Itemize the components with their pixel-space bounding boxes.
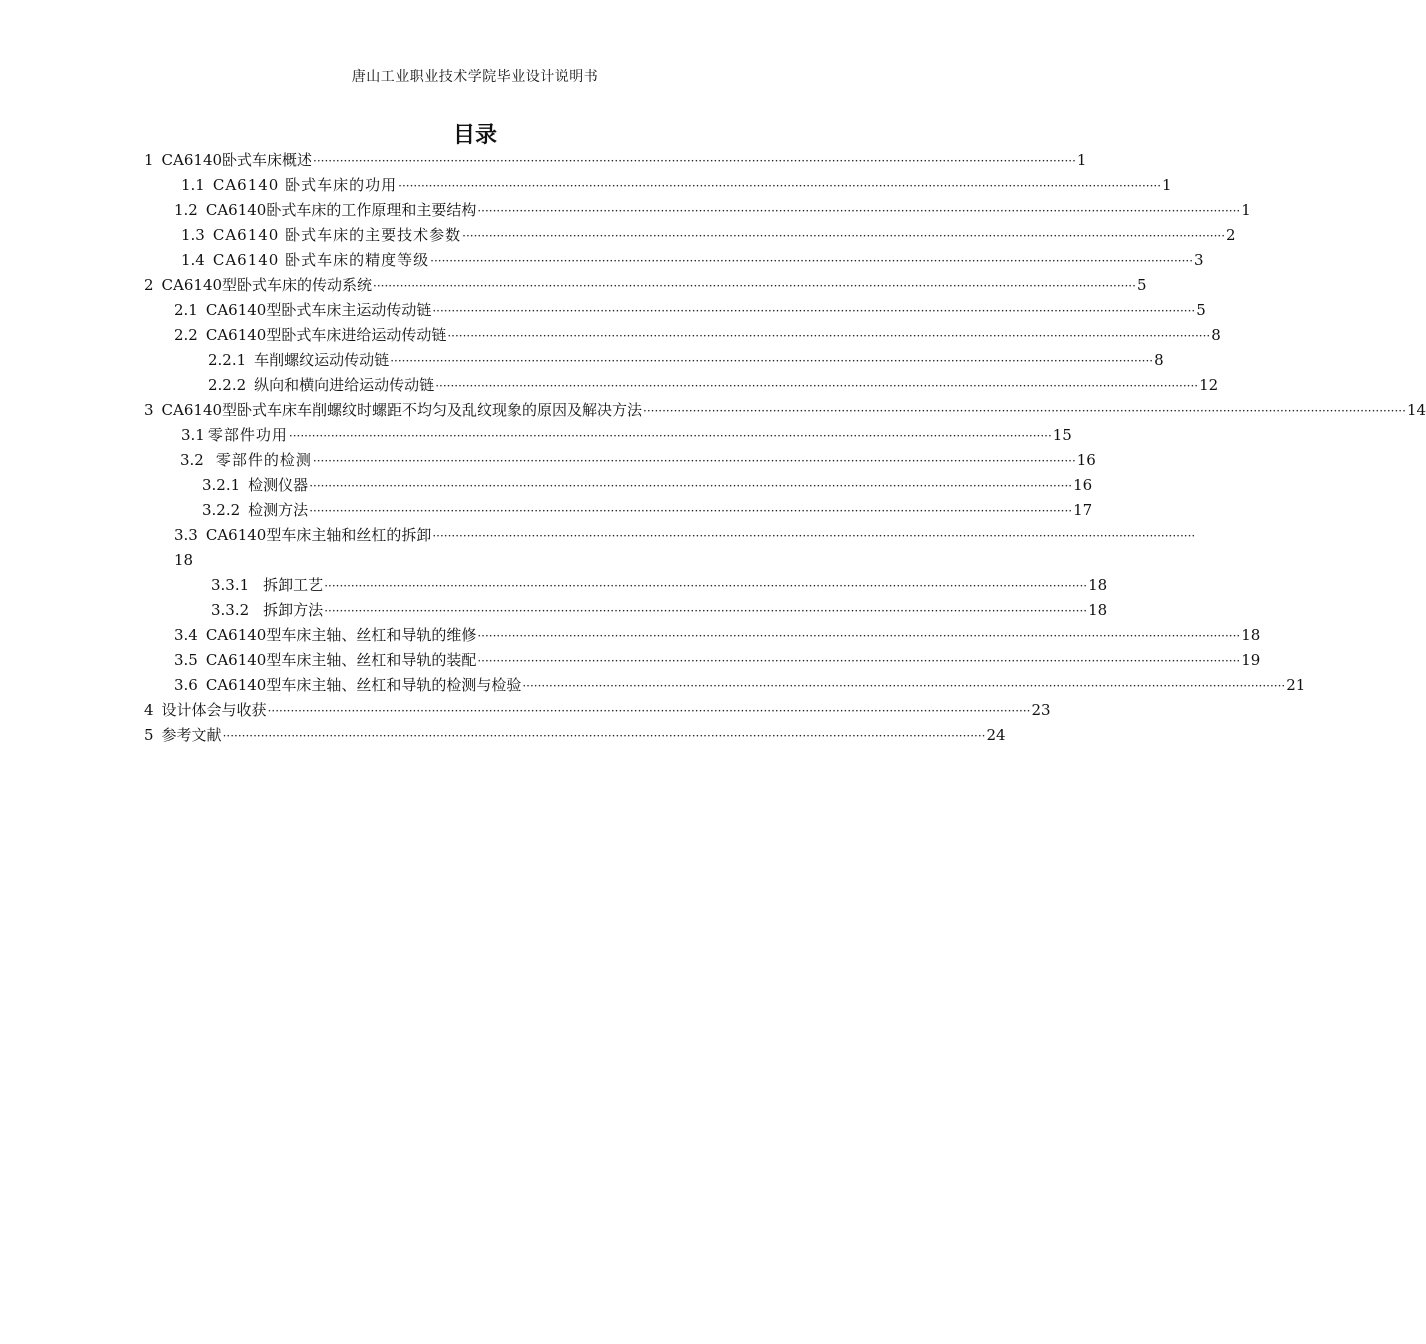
toc-leader-dots: ········································································································································································································ (430, 254, 1194, 268)
toc-entry[interactable] (208, 373, 1219, 398)
toc-entry-page: 19 (1241, 651, 1261, 669)
toc-entry-number: 1.3 (181, 226, 205, 244)
toc-entry[interactable] (202, 473, 1093, 498)
toc-entry-text: CA6140 卧式车床的主要技术参数 (212, 226, 462, 244)
toc-entry[interactable] (144, 723, 1006, 748)
toc-entry-text: 拆卸工艺 (263, 576, 324, 594)
toc-entry-page: 18 (174, 551, 194, 569)
toc-entry-text: 参考文献 (161, 726, 222, 744)
toc-entry-text: 零部件功用 (207, 426, 288, 444)
toc-leader-dots: ········································································································································································································ (373, 279, 1136, 293)
toc-entry-page: 15 (1052, 426, 1072, 444)
toc-leader-dots: ········································································································································································································ (432, 304, 1196, 318)
toc-entry-page: 17 (1073, 501, 1093, 519)
toc-entry-page: 8 (1154, 351, 1164, 369)
toc-leader-dots: ········································································································································································································ (522, 679, 1286, 693)
toc-leader-dots: ········································································································································································································ (477, 629, 1241, 643)
toc-entry[interactable] (211, 598, 1108, 623)
toc-entry-text: CA6140型车床主轴、丝杠和导轨的装配 (205, 651, 477, 669)
toc-entry[interactable] (174, 298, 1206, 323)
toc-entry-text: CA6140型卧式车床主运动传动链 (205, 301, 432, 319)
toc-entry-number: 3.2.1 (202, 476, 241, 494)
toc-title: 目录 (452, 123, 497, 148)
toc-entry-text: CA6140型卧式车床进给运动传动链 (205, 326, 447, 344)
toc-entry-page: 23 (1031, 701, 1051, 719)
toc-leader-dots: ········································································································································································································ (312, 454, 1076, 468)
toc-leader-dots: ········································································································································································································ (477, 654, 1241, 668)
toc-entry-page: 21 (1286, 676, 1306, 694)
toc-entry-text: CA6140型车床主轴、丝杠和导轨的检测与检验 (205, 676, 522, 694)
toc-entry-text: CA6140 卧式车床的精度等级 (212, 251, 430, 269)
toc-entry[interactable] (174, 523, 1196, 573)
toc-entry-text: 车削螺纹运动传动链 (254, 351, 390, 369)
toc-entry-text: 检测方法 (248, 501, 309, 519)
toc-entry[interactable] (202, 498, 1093, 523)
toc-entry-number: 3.2 (180, 451, 204, 469)
toc-entry-number: 2.2 (174, 326, 198, 344)
toc-entry-page: 3 (1194, 251, 1204, 269)
toc-entry-page: 14 (1406, 401, 1426, 419)
toc-entry-page: 18 (1088, 601, 1108, 619)
toc-entry-text: 设计体会与收获 (161, 701, 267, 719)
toc-entry[interactable] (181, 423, 1072, 448)
toc-leader-dots: ········································································································································································································ (447, 329, 1211, 343)
toc-entry-number: 1.4 (181, 251, 205, 269)
toc-entry-page: 12 (1199, 376, 1219, 394)
toc-entry[interactable] (144, 273, 1147, 298)
toc-entry[interactable] (144, 398, 1426, 423)
toc-entry-number: 3.3 (174, 526, 198, 544)
toc-leader-dots: ········································································································································································································ (313, 154, 1076, 168)
toc-entry-number: 3.4 (174, 626, 198, 644)
toc-entry-text: 零部件的检测 (215, 451, 312, 469)
toc-entry-number: 3.3.1 (211, 576, 250, 594)
toc-entry-number: 2.2.2 (208, 376, 247, 394)
toc-entry-number: 3 (144, 401, 154, 419)
toc-leader-dots: ········································································································································································································ (222, 729, 986, 743)
toc-entry-text: CA6140型车床主轴和丝杠的拆卸 (205, 526, 432, 544)
toc-leader-dots: ········································································································································································································ (288, 429, 1052, 443)
toc-leader-dots: ········································································································································································································ (309, 504, 1073, 518)
toc-entry-number: 2.1 (174, 301, 198, 319)
toc-entry-page: 5 (1196, 301, 1206, 319)
toc-entry-number: 5 (144, 726, 154, 744)
toc-entry-page: 2 (1226, 226, 1236, 244)
toc-entry[interactable] (181, 173, 1172, 198)
toc-entry-text: CA6140型卧式车床的传动系统 (161, 276, 373, 294)
toc-entry[interactable] (174, 673, 1306, 698)
toc-entry-number: 4 (144, 701, 154, 719)
toc-entry-page: 16 (1073, 476, 1093, 494)
toc-entry-number: 3.2.2 (202, 501, 241, 519)
toc-leader-dots: ········································································································································································································ (324, 604, 1088, 618)
toc-entry[interactable] (181, 223, 1236, 248)
toc-entry[interactable] (208, 348, 1164, 373)
toc-leader-dots: ········································································································································································································ (462, 229, 1226, 243)
toc-entry-page: 18 (1241, 626, 1261, 644)
toc-entry-number: 1 (144, 151, 154, 169)
toc-entry[interactable] (174, 648, 1261, 673)
toc-entry-text: CA6140型卧式车床车削螺纹时螺距不均匀及乱纹现象的原因及解决方法 (161, 401, 643, 419)
toc-entry-page: 18 (1088, 576, 1108, 594)
toc-entry-number: 2 (144, 276, 154, 294)
toc-leader-dots: ········································································································································································································ (324, 579, 1088, 593)
toc-leader-dots: ········································································································································································································ (309, 479, 1073, 493)
toc-entry[interactable] (174, 323, 1221, 348)
toc-entry[interactable] (211, 573, 1108, 598)
toc-entry-text: CA6140卧式车床的工作原理和主要结构 (205, 201, 477, 219)
toc-entry-text: CA6140 卧式车床的功用 (212, 176, 398, 194)
toc-entry-text: CA6140型车床主轴、丝杠和导轨的维修 (205, 626, 477, 644)
toc-entry-text: 检测仪器 (248, 476, 309, 494)
toc-entry[interactable] (180, 448, 1096, 473)
toc-leader-dots: ········································································································································································································ (398, 179, 1162, 193)
toc-entry[interactable] (174, 198, 1251, 223)
toc-leader-dots: ········································································································································································································ (477, 204, 1241, 218)
toc-entry-page: 1 (1162, 176, 1172, 194)
toc-entry-page: 8 (1211, 326, 1221, 344)
toc-entry-number: 1.1 (181, 176, 205, 194)
toc-entry-text: CA6140卧式车床概述 (161, 151, 313, 169)
toc-entry-page: 16 (1076, 451, 1096, 469)
toc-entry[interactable] (181, 248, 1204, 273)
toc-entry-page: 5 (1136, 276, 1147, 294)
toc-leader-dots: ········································································································································································································ (435, 379, 1199, 393)
toc-leader-dots: ········································································································································································································ (432, 529, 1196, 543)
toc-entry-text: 纵向和横向进给运动传动链 (254, 376, 435, 394)
toc-entry-number: 3.5 (174, 651, 198, 669)
toc-leader-dots: ········································································································································································································ (643, 404, 1406, 418)
toc-entry-page: 24 (986, 726, 1006, 744)
page-header: 唐山工业职业技术学院毕业设计说明书 (351, 69, 599, 85)
toc-entry-page: 1 (1076, 151, 1087, 169)
toc-leader-dots: ········································································································································································································ (267, 704, 1031, 718)
toc-entry-number: 1.2 (174, 201, 198, 219)
toc-entry[interactable] (174, 623, 1261, 648)
toc-entry-number: 3.3.2 (211, 601, 250, 619)
toc-entry-number: 2.2.1 (208, 351, 247, 369)
toc-entry-text: 拆卸方法 (263, 601, 324, 619)
toc-entry-page: 1 (1241, 201, 1251, 219)
toc-leader-dots: ········································································································································································································ (390, 354, 1154, 368)
toc-entry[interactable] (144, 148, 1087, 173)
toc-entry-number: 3.6 (174, 676, 198, 694)
toc-entry-number: 3.1 (181, 426, 205, 444)
toc-entry[interactable] (144, 698, 1051, 723)
